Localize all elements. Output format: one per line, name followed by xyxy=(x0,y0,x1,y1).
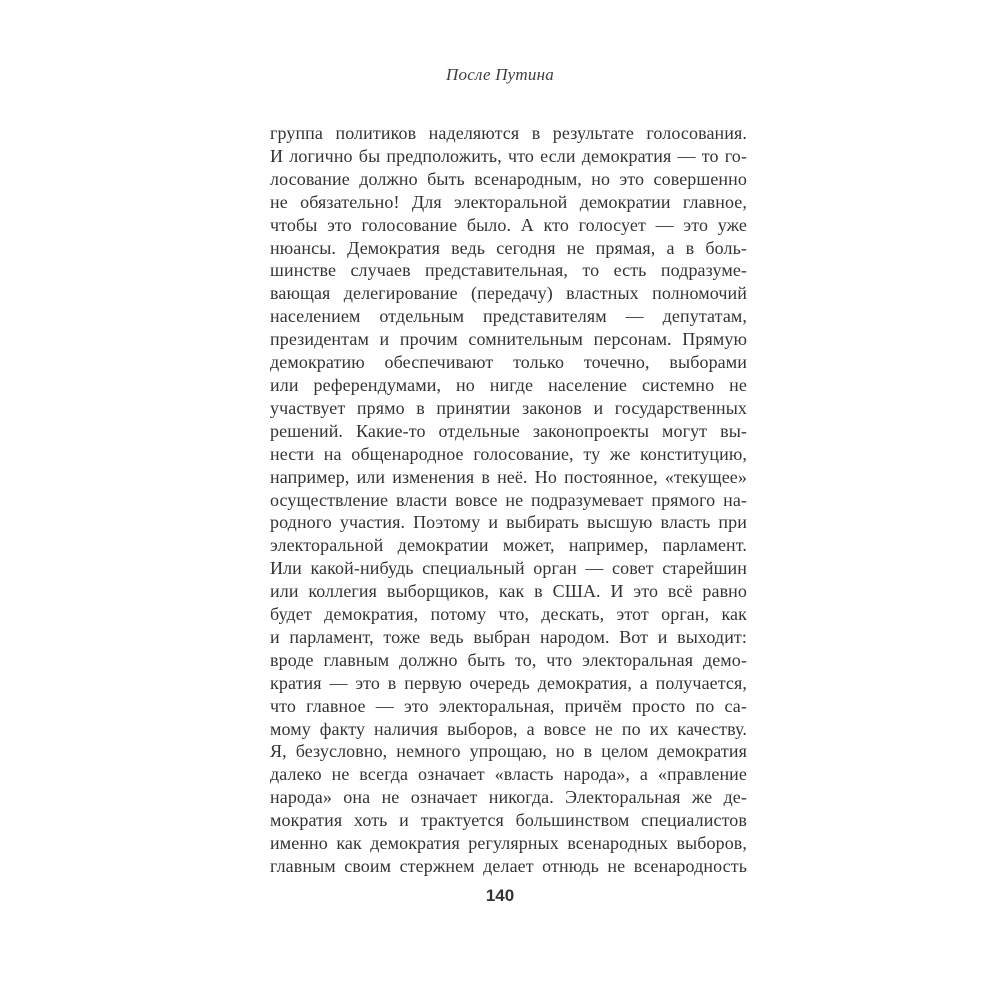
text-line: далеко не всегда означает «власть народа», а «правление xyxy=(270,764,747,785)
text-line: участвует прямо в принятии законов и государственных xyxy=(270,397,747,418)
text-line: например, или изменения в неё. Но постоянное, «текущее» xyxy=(270,466,747,487)
text-line: не обязательно! Для электоральной демократии главное, xyxy=(270,191,747,212)
text-line: главным своим стержнем делает отнюдь не всенародность xyxy=(270,856,747,876)
text-line: кратия — это в первую очередь демократия, а получается, xyxy=(270,672,747,693)
text-line: осуществление власти вовсе не подразумевает прямого на- xyxy=(270,489,747,510)
text-line: нести на общенародное голосование, ту же конституцию, xyxy=(270,443,747,464)
text-line: мому факту наличия выборов, а вовсе не по их качеству. xyxy=(270,718,747,739)
text-line: И логично бы предположить, что если демократия — то го- xyxy=(270,145,747,166)
text-line: чтобы это голосование было. А кто голосует — это уже xyxy=(270,214,747,235)
text-line: родного участия. Поэтому и выбирать высшую власть при xyxy=(270,512,747,533)
text-line: нюансы. Демократия ведь сегодня не прямая, а в боль- xyxy=(270,237,747,258)
text-line: лосование должно быть всенародным, но это совершенно xyxy=(270,168,747,189)
text-line: решений. Какие-то отдельные законопроекты могут вы- xyxy=(270,420,747,441)
text-line: что главное — это электоральная, причём просто по са- xyxy=(270,695,747,716)
running-header: После Путина xyxy=(446,65,554,84)
page-number: 140 xyxy=(485,886,515,905)
text-line: мократия хоть и трактуется большинством специалистов xyxy=(270,810,747,831)
text-line: шинстве случаев представительная, то есть подразуме- xyxy=(270,260,747,281)
text-line: населением отдельным представителям — депутатам, xyxy=(270,306,747,327)
text-line: Или какой-нибудь специальный орган — совет старейшин xyxy=(270,558,747,579)
text-line: и парламент, тоже ведь выбран народом. Вот и выходит: xyxy=(270,626,747,647)
text-line: электоральной демократии может, например, парламент. xyxy=(270,535,747,556)
text-line: Я, безусловно, немного упрощаю, но в целом демократия xyxy=(270,741,747,762)
text-line: народа» она не означает никогда. Электоральная же де- xyxy=(270,787,747,808)
text-line: президентам и прочим сомнительным персонам. Прямую xyxy=(270,329,747,350)
text-line: именно как демократия регулярных всенародных выборов, xyxy=(270,833,747,854)
text-line: вающая делегирование (передачу) властных полномочий xyxy=(270,283,747,304)
text-line: вроде главным должно быть то, что электоральная демо- xyxy=(270,649,747,670)
text-line: демократию обеспечивают только точечно, выборами xyxy=(270,352,747,373)
text-line: группа политиков наделяются в результате голосования. xyxy=(270,123,747,143)
text-line: или референдумами, но нигде население системно не xyxy=(270,374,747,395)
text-line: или коллегия выборщиков, как в США. И это всё равно xyxy=(270,581,747,602)
body-text xyxy=(270,122,747,878)
text-line: будет демократия, потому что, дескать, этот орган, как xyxy=(270,604,747,625)
